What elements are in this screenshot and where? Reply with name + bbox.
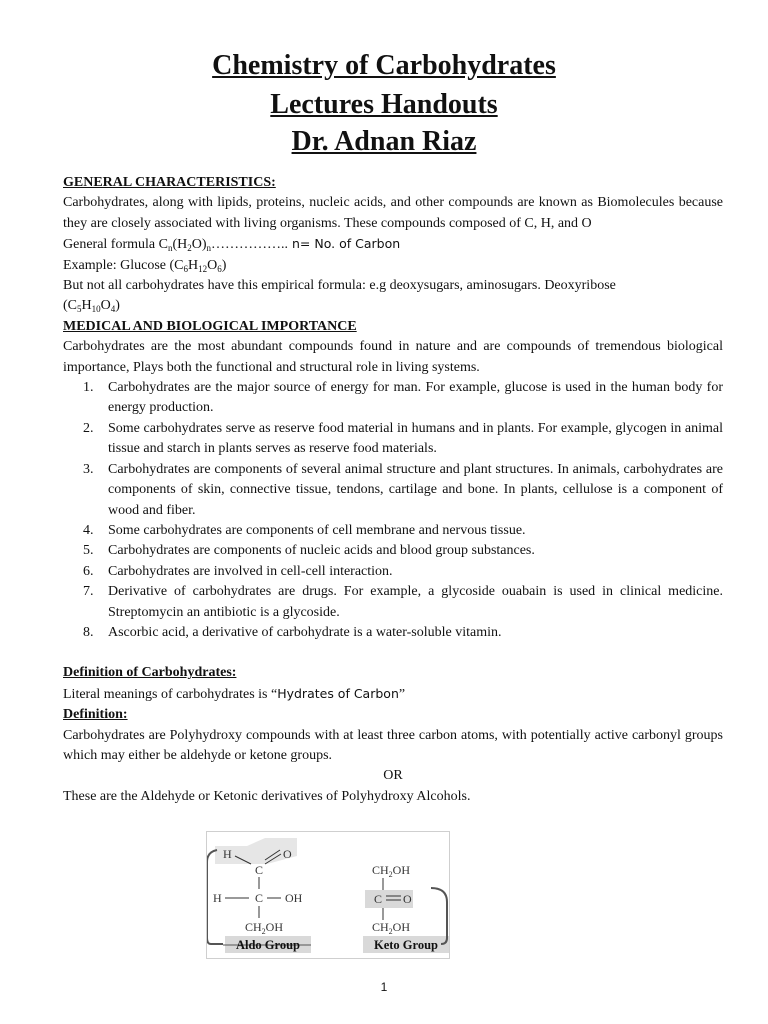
definition-subheading: Definition: bbox=[63, 707, 128, 723]
list-item: 2. Some carbohydrates serve as reserve food material in humans and in plants. For example, glycogen in animal tissue and starch in plants serves as reserve food materials. bbox=[83, 420, 723, 457]
aldo-c2: C bbox=[255, 891, 264, 905]
medical-heading: MEDICAL AND BIOLOGICAL IMPORTANCE bbox=[63, 318, 357, 334]
list-item: 4. Some carbohydrates are components of cell membrane and nervous tissue. bbox=[83, 522, 526, 538]
aldo-ch2oh: $CH_2OH$ bbox=[245, 920, 284, 936]
page-number: 1 bbox=[380, 980, 388, 994]
definition-heading: Definition of Carbohydrates: bbox=[63, 665, 237, 681]
literal-meaning-line: Literal meanings of carbohydrates is “Hydrates of Carbon” bbox=[63, 685, 406, 702]
keto-group-label: Keto Group bbox=[373, 938, 439, 952]
list-item: 5. Carbohydrates are components of nucleic acids and blood group substances. bbox=[83, 543, 535, 559]
keto-ch2oh-top: $CH_2OH$ bbox=[372, 863, 411, 879]
keto-c: C bbox=[374, 892, 383, 906]
aldo-o1: O bbox=[283, 847, 292, 861]
aldo-c1: C bbox=[255, 863, 264, 877]
document-title: Chemistry of Carbohydrates bbox=[212, 50, 556, 81]
document-body bbox=[63, 173, 723, 807]
empirical-formula-paragraph: But not all carbohydrates have this empirical formula: e.g deoxysugars, aminosugars. Deoxyribose bbox=[63, 278, 616, 294]
aldo-keto-diagram bbox=[206, 831, 450, 959]
list-item: 8. Ascorbic acid, a derivative of carbohydrate is a water-soluble vitamin. bbox=[83, 624, 502, 640]
list-item: 6. Carbohydrates are involved in cell-cell interaction. bbox=[83, 563, 393, 579]
document-subtitle: Lectures Handouts bbox=[270, 89, 498, 120]
aldo-h1: H bbox=[223, 847, 232, 861]
importance-list bbox=[63, 378, 723, 643]
list-item: 3. Carbohydrates are components of several animal structure and plant structures. In animals, carbohydrates are components of skin, connective tissue, tendons, cartilage and bone. In plants, cellulose is a component of wood and fiber. bbox=[83, 461, 723, 518]
definition-alternative: These are the Aldehyde or Ketonic derivatives of Polyhydroxy Alcohols. bbox=[63, 788, 471, 804]
aldo-group-label: Aldo Group bbox=[235, 938, 301, 952]
deoxyribose-formula-line: $(C_5H_{10}O_4)$ bbox=[63, 298, 120, 315]
list-item: 1. Carbohydrates are the major source of energy for man. For example, glucose is used in the human body for energy production. bbox=[83, 380, 723, 416]
keto-o: O bbox=[403, 892, 412, 906]
general-heading: GENERAL CHARACTERISTICS: bbox=[63, 175, 276, 190]
medical-intro: Carbohydrates are the most abundant compounds found in nature and are compounds of tremendous biological importance, Plays both the functional and structural role in living systems. bbox=[63, 339, 723, 375]
general-paragraph: Carbohydrates, along with lipids, proteins, nucleic acids, and other compounds are known as Biomolecules because they are closely associated with living organisms. These compounds composed of C, H, and O bbox=[63, 195, 723, 231]
document-author: Dr. Adnan Riaz bbox=[291, 126, 477, 157]
keto-ch2oh-bottom: $CH_2OH$ bbox=[372, 920, 411, 936]
aldo-h2: H bbox=[213, 891, 222, 905]
aldo-oh: OH bbox=[285, 891, 303, 905]
keto-arrow bbox=[431, 888, 447, 944]
list-item: 7. Derivative of carbohydrates are drugs. For example, a glycoside ouabain is used in clinical medicine. Streptomycin an antibiotic is a glycoside. bbox=[83, 584, 723, 620]
glucose-example-line: Example: Glucose $(C_6H_{12}O_6)$ bbox=[63, 257, 227, 274]
definition-text: Carbohydrates are Polyhydroxy compounds with at least three carbon atoms, with potentially active carbonyl groups which may either be aldehyde or ketone groups. bbox=[63, 727, 723, 763]
general-formula-line: General formula $C_n(H_2O)_n\dots\dots\dots\dots\dots$.. n= No. of Carbon bbox=[63, 236, 401, 254]
spacer bbox=[63, 643, 723, 663]
or-separator: OR bbox=[383, 768, 403, 784]
